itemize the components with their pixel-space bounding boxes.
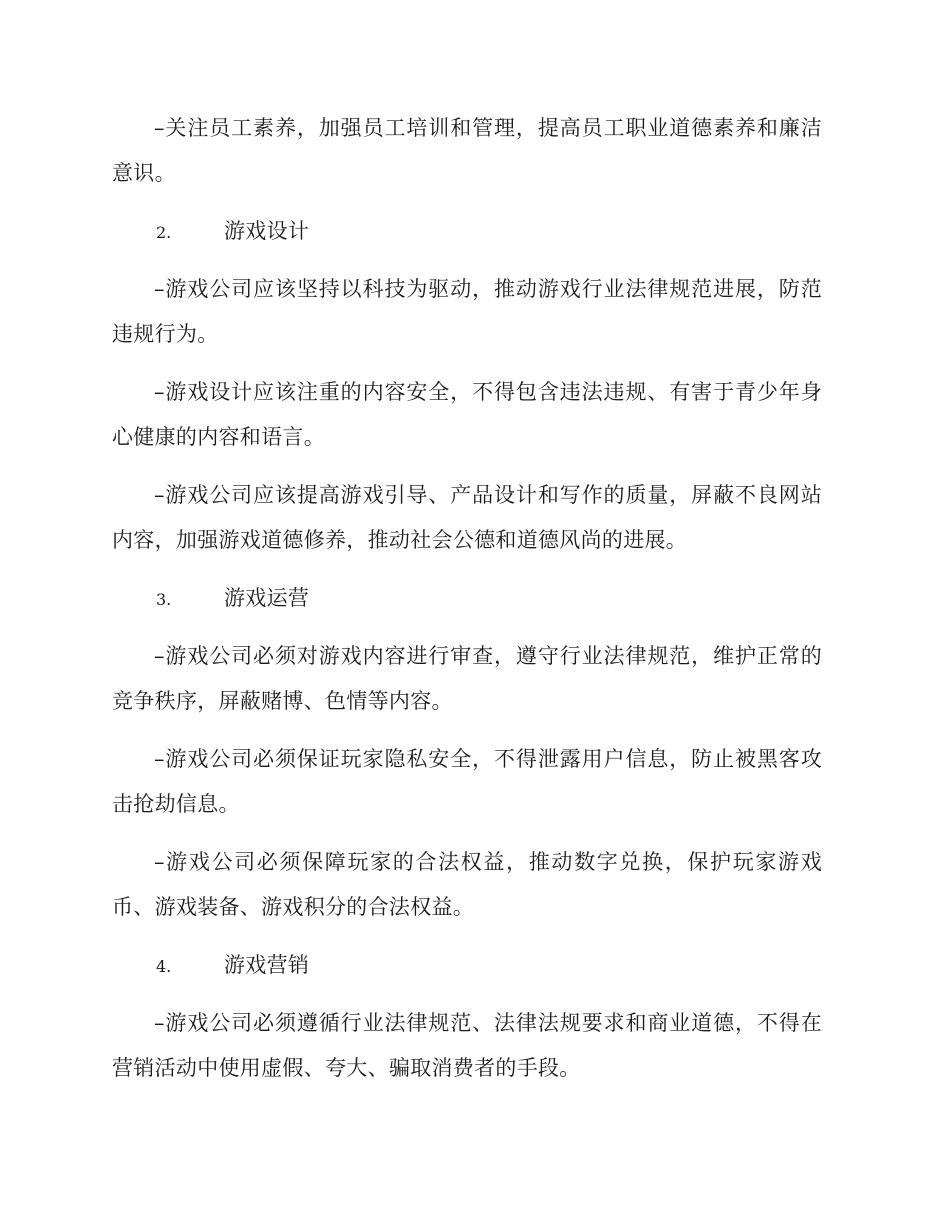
paragraph-player-rights: –游戏公司必须保障玩家的合法权益，推动数字兑换，保护玩家游戏币、游戏装备、游戏积分的合法权益。 (112, 850, 822, 919)
paragraph-quality: –游戏公司应该提高游戏引导、产品设计和写作的质量，屏蔽不良网站内容，加强游戏道德修养，推动社会公德和道德风尚的进展。 (112, 483, 822, 552)
paragraph-staff-ethics: –关注员工素养，加强员工培训和管理，提高员工职业道德素养和廉洁意识。 (112, 116, 822, 185)
section-number: 3. (156, 590, 172, 609)
paragraph-tech-driven: –游戏公司应该坚持以科技为驱动，推动游戏行业法律规范进展，防范违规行为。 (112, 277, 822, 346)
section-heading-game-marketing (112, 943, 822, 988)
paragraph-privacy: –游戏公司必须保证玩家隐私安全，不得泄露用户信息，防止被黑客攻击抢劫信息。 (112, 747, 822, 816)
paragraph-marketing-ethics: –游戏公司必须遵循行业法律规范、法律法规要求和商业道德，不得在营销活动中使用虚假、夸大、骗取消费者的手段。 (112, 1011, 822, 1080)
section-heading-game-design (112, 209, 822, 254)
paragraph-content-safety: –游戏设计应该注重的内容安全，不得包含违法违规、有害于青少年身心健康的内容和语言。 (112, 380, 822, 449)
section-heading-game-operation (112, 576, 822, 621)
document-body (112, 106, 822, 1104)
section-number: 4. (156, 957, 172, 976)
section-title: 游戏营销 (224, 953, 310, 977)
section-title: 游戏设计 (224, 219, 310, 243)
section-title: 游戏运营 (224, 586, 310, 610)
paragraph-content-review: –游戏公司必须对游戏内容进行审查，遵守行业法律规范，维护正常的竞争秩序，屏蔽赌博、色情等内容。 (112, 644, 822, 713)
section-number: 2. (156, 223, 172, 242)
